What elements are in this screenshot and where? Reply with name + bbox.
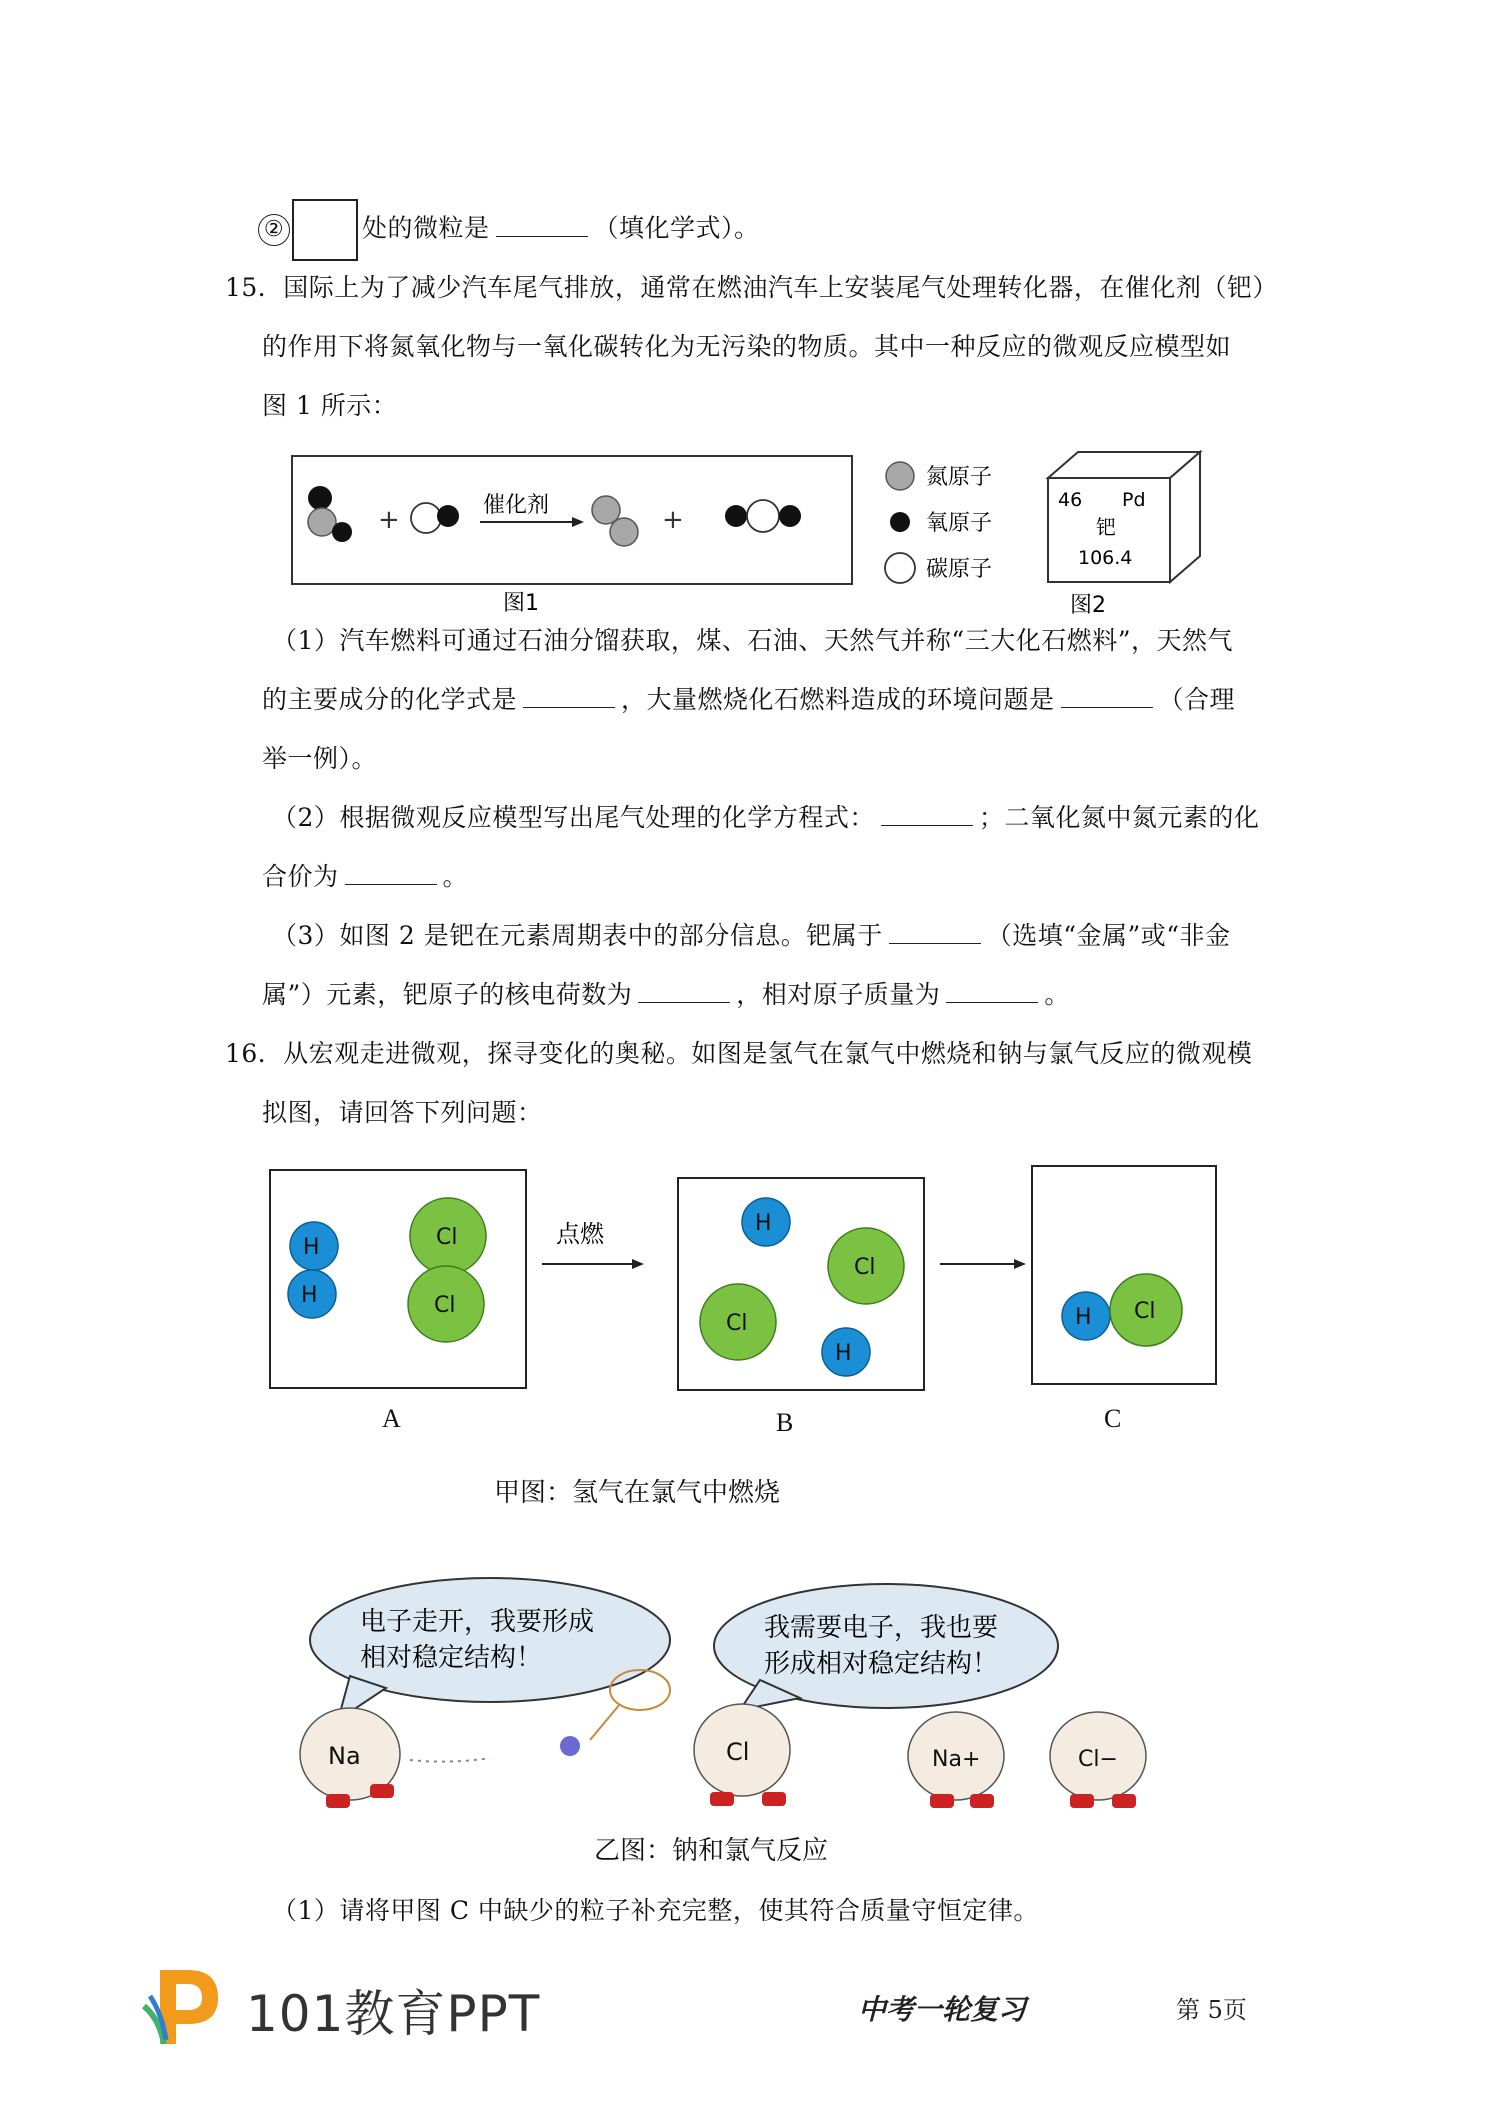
svg-text:H: H xyxy=(1075,1305,1092,1330)
svg-text:Cl: Cl xyxy=(726,1311,748,1336)
answer-box xyxy=(292,199,358,261)
figure-hydrogen-chlorine xyxy=(260,1160,1220,1420)
svg-text:Na+: Na+ xyxy=(932,1747,981,1772)
legend-o: 氧原子 xyxy=(926,511,993,536)
circle-number: ② xyxy=(258,214,290,246)
svg-text:Cl: Cl xyxy=(854,1255,876,1280)
svg-text:Cl−: Cl− xyxy=(1078,1747,1118,1772)
q15-p1b: 的主要成分的化学式是 ，大量燃烧化石燃料造成的环境问题是 （合理 xyxy=(262,685,1236,714)
figure-sodium-chlorine xyxy=(290,1560,1190,1820)
legend-n: 氮原子 xyxy=(926,465,993,490)
ignite-label: 点燃 xyxy=(556,1220,604,1248)
plus-sign: + xyxy=(378,505,400,535)
q16-line2: 拟图，请回答下列问题： xyxy=(262,1098,543,1127)
svg-text:Na: Na xyxy=(328,1742,361,1770)
label-a: A xyxy=(382,1404,401,1433)
page-number: 第 5页 xyxy=(1176,1996,1247,2024)
q15-p1a: （1）汽车燃料可通过石油分馏获取，煤、石油、天然气并称“三大化石燃料”，天然气 xyxy=(272,626,1233,655)
figure-1 xyxy=(288,452,854,618)
figure-2 xyxy=(1040,448,1210,618)
q15-p2b: 合价为 。 xyxy=(262,862,469,891)
pd-number: 46 xyxy=(1058,489,1083,511)
q16-line1: 16．从宏观走进微观，探寻变化的奥秘。如图是氢气在氯气中燃烧和钠与氯气反应的微观模 xyxy=(225,1039,1253,1068)
q15-p3b: 属”）元素，钯原子的核电荷数为 ，相对原子质量为 。 xyxy=(262,980,1070,1009)
svg-text:Cl: Cl xyxy=(436,1225,458,1250)
bubble2-line1: 我需要电子，我也要 xyxy=(764,1613,999,1643)
svg-text:Cl: Cl xyxy=(1134,1299,1156,1324)
blank xyxy=(496,216,588,237)
svg-text:H: H xyxy=(303,1235,320,1260)
catalyst-label: 催化剂 xyxy=(483,493,550,518)
bubble2-line2: 形成相对稳定结构！ xyxy=(764,1649,999,1679)
svg-text:Cl: Cl xyxy=(434,1293,456,1318)
svg-text:H: H xyxy=(755,1211,772,1236)
top-line xyxy=(258,199,760,261)
brand-name: 101教育PPT xyxy=(246,1985,541,2043)
bubble1-line1: 电子走开，我要形成 xyxy=(360,1607,595,1637)
q16-p1: （1）请将甲图 C 中缺少的粒子补充完整，使其符合质量守恒定律。 xyxy=(272,1896,1039,1925)
top-line-suffix: （填化学式）。 xyxy=(593,213,760,243)
atom-legend xyxy=(880,452,1020,592)
footer-title: 中考一轮复习 xyxy=(858,1993,1027,2026)
top-line-text: 处的微粒是 xyxy=(362,213,490,243)
svg-text:Cl: Cl xyxy=(726,1738,750,1766)
fig2-caption: 图2 xyxy=(1070,593,1106,618)
brand-logo-icon xyxy=(140,1960,230,2050)
svg-text:H: H xyxy=(835,1341,852,1366)
pd-name: 钯 xyxy=(1096,515,1116,539)
q15-p1c: 举一例）。 xyxy=(262,744,378,773)
pd-symbol: Pd xyxy=(1122,489,1146,511)
legend-c: 碳原子 xyxy=(926,557,993,582)
q15-line3: 图 1 所示： xyxy=(262,391,398,420)
q15-p2a: （2）根据微观反应模型写出尾气处理的化学方程式： ；二氧化氮中氮元素的化 xyxy=(272,803,1260,832)
label-c: C xyxy=(1104,1404,1122,1433)
fig1-caption: 图1 xyxy=(503,591,539,616)
q15-p3a: （3）如图 2 是钯在元素周期表中的部分信息。钯属于 （选填“金属”或“非金 xyxy=(272,921,1231,950)
bubble1-line2: 相对稳定结构！ xyxy=(360,1643,543,1673)
plus-sign-2: + xyxy=(662,505,684,535)
pd-mass: 106.4 xyxy=(1078,547,1133,569)
label-b: B xyxy=(776,1408,794,1437)
fig-yi-caption: 乙图：钠和氯气反应 xyxy=(594,1836,829,1866)
q15-line1: 15．国际上为了减少汽车尾气排放，通常在燃油汽车上安装尾气处理转化器，在催化剂（钯） xyxy=(225,273,1278,302)
fig-jia-caption: 甲图：氢气在氯气中燃烧 xyxy=(494,1478,781,1508)
q15-line2: 的作用下将氮氧化物与一氧化碳转化为无污染的物质。其中一种反应的微观反应模型如 xyxy=(262,332,1232,361)
svg-text:H: H xyxy=(301,1283,318,1308)
